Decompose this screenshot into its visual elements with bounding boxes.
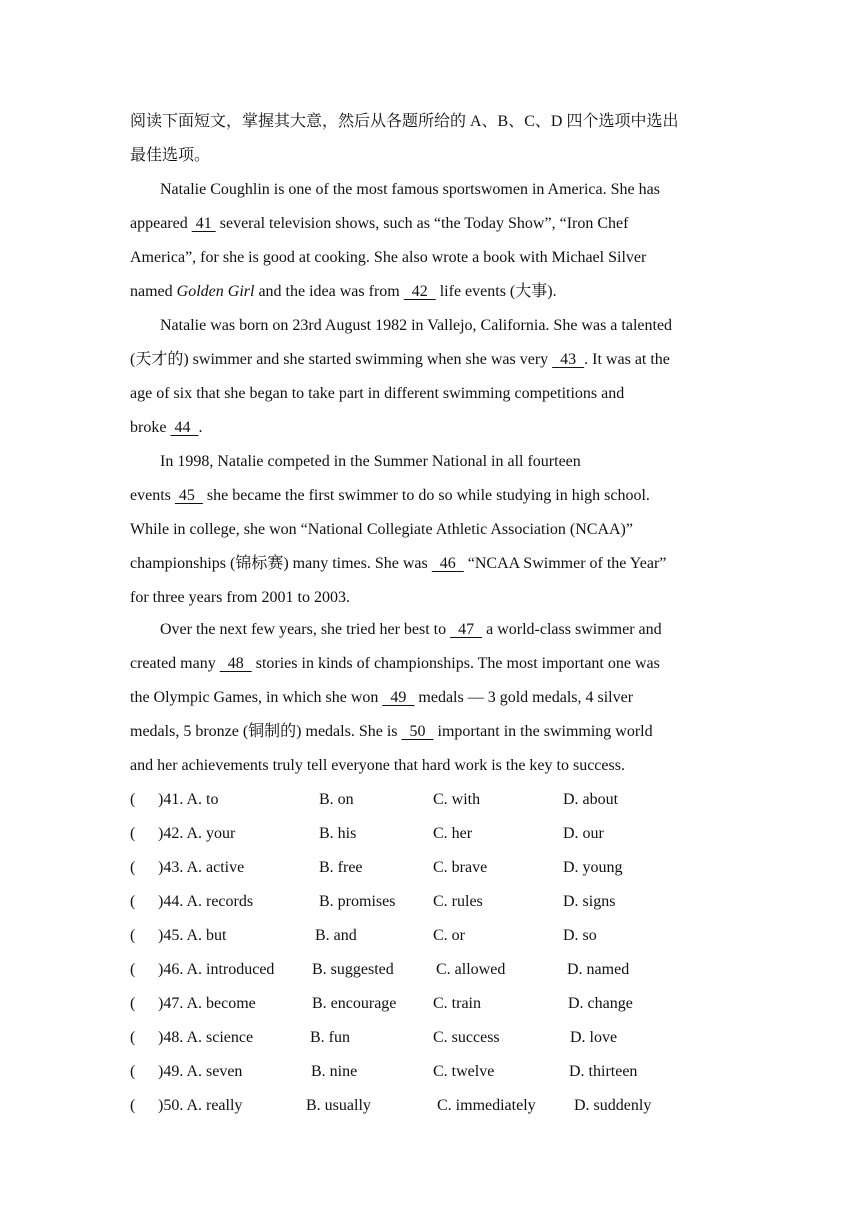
p4-line-5: and her achievements truly tell everyone that hard work is the key to success. [130, 757, 625, 774]
p2-text: . [198, 419, 203, 436]
option-a: )47. A. become [158, 995, 256, 1012]
blank-44: 44 [170, 419, 199, 436]
option-b: B. free [319, 859, 363, 876]
p1-line-2 [130, 214, 628, 234]
answer-paren: ( [130, 1097, 136, 1114]
question-row [130, 858, 730, 878]
p4-line-3 [130, 688, 633, 708]
p4-text: Over the next few years, she tried her best to [160, 621, 451, 638]
p3-line-1: In 1998, Natalie competed in the Summer National in all fourteen [160, 453, 581, 470]
option-c: C. brave [433, 859, 488, 876]
blank-46: 46 [431, 555, 464, 572]
p2-text: . It was at the [584, 351, 670, 368]
p3-line-3: While in college, she won “National Collegiate Athletic Association (NCAA)” [130, 521, 633, 538]
option-d: D. suddenly [574, 1097, 652, 1114]
answer-paren: ( [130, 1063, 136, 1080]
p3-line-2 [130, 486, 650, 506]
p1-text: several television shows, such as “the Today Show”, “Iron Chef [215, 215, 629, 232]
option-d: D. about [563, 791, 619, 808]
answer-paren: ( [130, 961, 136, 978]
option-a: )48. A. science [158, 1029, 254, 1046]
instruction-line-2: 最佳选项。 [130, 147, 211, 164]
answer-paren: ( [130, 791, 136, 808]
option-b: B. fun [310, 1029, 350, 1046]
option-b: B. and [315, 927, 357, 944]
blank-47: 47 [450, 621, 483, 638]
option-d: D. our [563, 825, 604, 842]
p2-line-4 [130, 418, 202, 438]
p3-text: she became the first swimmer to do so while studying in high school. [202, 487, 650, 504]
p2-text: (天才的) swimmer and she started swimming when she was very [130, 351, 553, 368]
p4-text: important in the swimming world [433, 723, 653, 740]
p1-line-3: America”, for she is good at cooking. She also wrote a book with Michael Silver [130, 249, 647, 266]
answer-paren: ( [130, 995, 136, 1012]
answer-paren: ( [130, 1029, 136, 1046]
p1-text: life events (大事). [435, 283, 557, 300]
option-b: B. promises [319, 893, 396, 910]
p3-text: events [130, 487, 175, 504]
option-b: B. encourage [312, 995, 397, 1012]
option-d: D. love [570, 1029, 618, 1046]
p1-line-4 [130, 282, 557, 302]
option-d: D. change [568, 995, 633, 1012]
p4-line-2 [130, 654, 660, 674]
option-a: )44. A. records [158, 893, 254, 910]
p2-line-2 [130, 350, 670, 370]
option-d: D. so [563, 927, 597, 944]
p4-text: a world-class swimmer and [482, 621, 662, 638]
p3-line-5: for three years from 2001 to 2003. [130, 589, 350, 606]
option-c: C. allowed [436, 961, 506, 978]
option-c: C. immediately [437, 1097, 536, 1114]
answer-paren: ( [130, 825, 136, 842]
p1-text: and the idea was from [254, 283, 404, 300]
p4-text: medals, 5 bronze (铜制的) medals. She is [130, 723, 402, 740]
option-b: B. nine [311, 1063, 358, 1080]
blank-42: 42 [403, 283, 436, 300]
question-row [130, 892, 730, 912]
option-b: B. on [319, 791, 354, 808]
instruction-line-1: 阅读下面短文，掌握其大意，然后从各题所给的 A、B、C、D 四个选项中选出 [130, 113, 679, 130]
option-a: )50. A. really [158, 1097, 243, 1114]
p4-text: created many [130, 655, 220, 672]
option-c: C. or [433, 927, 465, 944]
option-a: )46. A. introduced [158, 961, 275, 978]
answer-paren: ( [130, 859, 136, 876]
p2-line-3: age of six that she began to take part in different swimming competitions and [130, 385, 625, 402]
p1-text: named [130, 283, 177, 300]
option-b: B. usually [306, 1097, 371, 1114]
blank-41: 41 [191, 215, 216, 232]
p4-line-1 [160, 620, 662, 640]
answer-paren: ( [130, 927, 136, 944]
question-row [130, 790, 730, 810]
option-a: )43. A. active [158, 859, 245, 876]
p4-text: medals — 3 gold medals, 4 silver [414, 689, 634, 706]
p1-text: appeared [130, 215, 192, 232]
blank-48: 48 [219, 655, 252, 672]
p3-line-4 [130, 554, 666, 574]
option-a: )49. A. seven [158, 1063, 243, 1080]
p3-text: championships (锦标赛) many times. She was [130, 555, 432, 572]
option-c: C. rules [433, 893, 483, 910]
option-b: B. his [319, 825, 357, 842]
option-d: D. thirteen [569, 1063, 638, 1080]
p3-text: “NCAA Swimmer of the Year” [463, 555, 667, 572]
answer-paren: ( [130, 893, 136, 910]
option-a: )42. A. your [158, 825, 236, 842]
option-c: C. success [433, 1029, 500, 1046]
blank-50: 50 [401, 723, 434, 740]
option-c: C. her [433, 825, 473, 842]
book-title: Golden Girl [176, 283, 255, 300]
question-row [130, 960, 730, 980]
question-row [130, 1028, 730, 1048]
question-row [130, 926, 730, 946]
option-d: D. young [563, 859, 623, 876]
option-c: C. with [433, 791, 481, 808]
question-row [130, 1062, 730, 1082]
blank-45: 45 [174, 487, 203, 504]
question-row [130, 994, 730, 1014]
option-b: B. suggested [312, 961, 394, 978]
p2-text: broke [130, 419, 171, 436]
blank-49: 49 [382, 689, 415, 706]
blank-43: 43 [552, 351, 585, 368]
p1-line-1: Natalie Coughlin is one of the most famous sportswomen in America. She has [160, 181, 660, 198]
option-a: )45. A. but [158, 927, 227, 944]
option-d: D. named [567, 961, 630, 978]
option-c: C. train [433, 995, 481, 1012]
p4-text: the Olympic Games, in which she won [130, 689, 383, 706]
question-row [130, 824, 730, 844]
option-a: )41. A. to [158, 791, 219, 808]
option-c: C. twelve [433, 1063, 495, 1080]
question-row [130, 1096, 730, 1116]
p4-line-4 [130, 722, 653, 742]
p4-text: stories in kinds of championships. The most important one was [251, 655, 660, 672]
p2-line-1: Natalie was born on 23rd August 1982 in Vallejo, California. She was a talented [160, 317, 673, 334]
option-d: D. signs [563, 893, 616, 910]
